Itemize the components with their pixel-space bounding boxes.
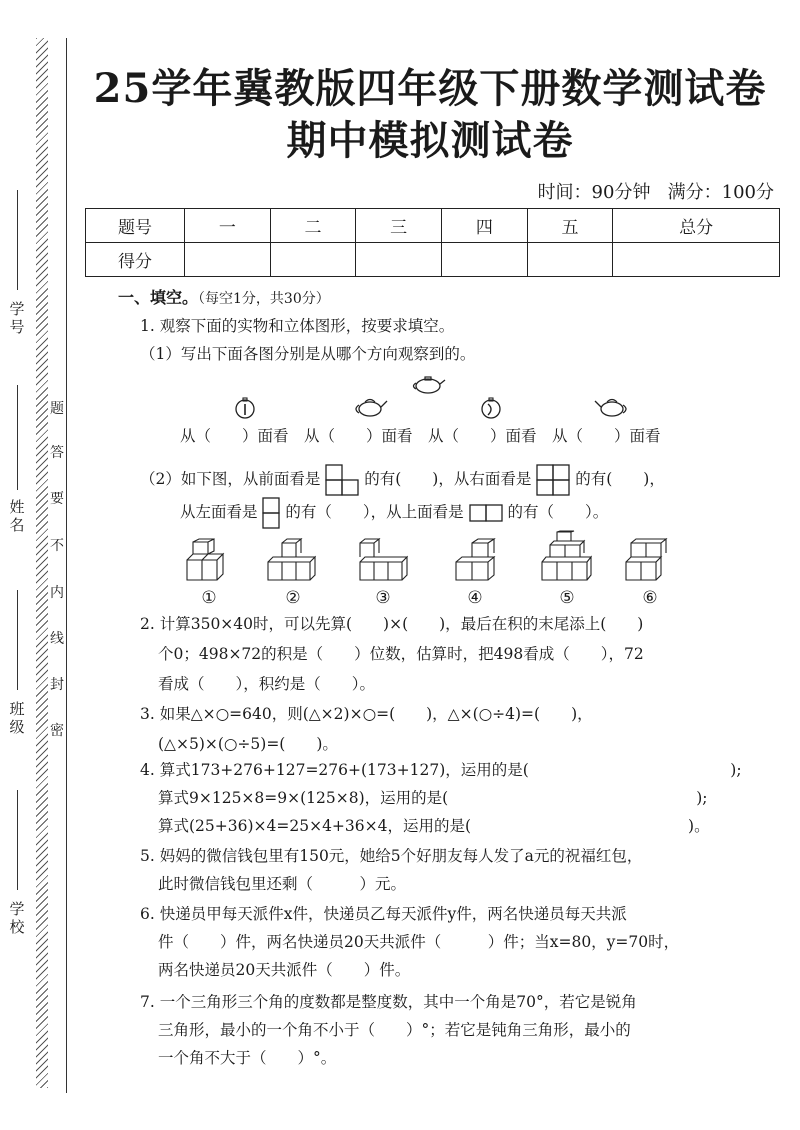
figure-label: ④: [467, 588, 483, 608]
figure-label: ②: [285, 588, 301, 608]
question-3-line1[interactable]: 3. 如果△×○=640，则(△×2)×○=( )，△×(○÷4)=( )，: [140, 705, 593, 723]
top-view-shape-icon: [469, 504, 503, 522]
question-5-line2[interactable]: 此时微信钱包里还剩（ ）元。: [158, 875, 407, 893]
section-note: （每空1分，共30分）: [198, 291, 330, 307]
score-header-cell: 五: [527, 209, 613, 243]
front-view-shape-icon: [325, 464, 359, 496]
score-input-cell[interactable]: [270, 243, 356, 277]
score-input-cell[interactable]: [185, 243, 271, 277]
figure-label: ⑥: [642, 588, 658, 608]
label-school: 学校: [9, 900, 25, 936]
name-line: [17, 385, 18, 490]
question-6-line3[interactable]: 两名快递员20天共派件（ ）件。: [158, 961, 411, 979]
score-input-cell[interactable]: [442, 243, 528, 277]
score-header-cell: 题号: [86, 209, 185, 243]
question-1-1-blanks[interactable]: 从（ ）面看 从（ ）面看 从（ ）面看 从（ ）面看: [180, 427, 661, 445]
binding-line: [66, 38, 67, 1093]
question-1-2-text[interactable]: 的有( )，从右面看是: [364, 470, 532, 488]
exam-full-score: 满分：100分: [667, 182, 774, 203]
score-table: [85, 208, 780, 277]
question-1: 1. 观察下面的实物和立体图形，按要求填空。: [140, 317, 455, 335]
figure-label: ⑤: [559, 588, 575, 608]
question-6-line1: 6. 快递员甲每天派件x件，快递员乙每天派件y件，两名快递员每天共派: [140, 905, 627, 923]
seal-char: 要: [50, 491, 64, 507]
question-2-line2[interactable]: 个0；498×72的积是（ ）位数，估算时，把498看成（ ），72: [158, 645, 644, 663]
seal-char: 答: [50, 445, 64, 461]
seal-char: 密: [50, 723, 64, 739]
question-4-line3[interactable]: 算式(25+36)×4=25×4+36×4，运用的是( )。: [158, 817, 710, 835]
question-6-line2[interactable]: 件（ ）件，两名快递员20天共派件（ ）件；当x=80，y=70时，: [158, 933, 680, 951]
seal-char: 封: [50, 677, 64, 693]
score-header-cell: 四: [442, 209, 528, 243]
school-line: [17, 790, 18, 890]
seal-char: 不: [50, 538, 64, 554]
left-view-shape-icon: [262, 497, 280, 529]
seal-char: 内: [50, 585, 64, 601]
question-2-line3[interactable]: 看成（ ），积约是（ ）。: [158, 675, 376, 693]
score-input-cell[interactable]: [527, 243, 613, 277]
question-1-2-line1: [140, 464, 665, 496]
question-1-2-text[interactable]: 的有( )，: [575, 470, 665, 488]
question-1-2-text: （2）如下图，从前面看是: [140, 470, 321, 488]
score-header-cell: 一: [185, 209, 271, 243]
question-1-2-text: 从左面看是: [180, 503, 258, 521]
question-1-2-text[interactable]: 的有（ ），从上面看是: [285, 503, 464, 521]
teapot-back-icon: [478, 396, 504, 420]
question-1-2-text[interactable]: 的有（ ）。: [507, 503, 609, 521]
exam-time: 时间：90分钟: [537, 182, 651, 203]
score-header-cell: 二: [270, 209, 356, 243]
question-4-line2[interactable]: 算式9×125×8=9×(125×8)，运用的是( );: [158, 789, 708, 807]
cube-figure-icon: [185, 538, 235, 582]
section-title: 一、填空。: [118, 288, 199, 307]
figure-label: ③: [375, 588, 391, 608]
question-5-line1: 5. 妈妈的微信钱包里有150元，她给5个好朋友每人发了a元的祝福红包，: [140, 847, 643, 865]
question-2-line1[interactable]: 2. 计算350×40时，可以先算( )×( )，最后在积的末尾添上( ): [140, 615, 644, 633]
cube-figure-icon: [266, 538, 316, 582]
score-row-label: 得分: [86, 243, 185, 277]
teapot-side-icon: [352, 394, 388, 418]
cube-figure-icon: [450, 538, 500, 582]
score-header-cell: 三: [356, 209, 442, 243]
score-input-cell[interactable]: [356, 243, 442, 277]
question-1-1: （1）写出下面各图分别是从哪个方向观察到的。: [140, 345, 476, 363]
question-7-line3[interactable]: 一个角不大于（ ）°。: [158, 1049, 337, 1067]
label-student-id: 学号: [9, 300, 25, 336]
teapot-top-icon: [410, 372, 446, 396]
teapot-front-icon: [232, 396, 258, 420]
label-name: 姓名: [9, 498, 25, 534]
section-heading: [118, 288, 330, 309]
right-view-shape-icon: [536, 464, 570, 496]
cube-figure-icon: [624, 538, 674, 582]
question-4-line1[interactable]: 4. 算式173+276+127=276+(173+127)，运用的是( );: [140, 761, 742, 779]
student-id-line: [17, 190, 18, 290]
question-1-2-line2: [180, 497, 608, 529]
seal-char: 题: [50, 401, 64, 417]
exam-title: 25学年冀教版四年级下册数学测试卷: [93, 65, 767, 112]
binding-hatch: [36, 38, 48, 1088]
question-3-line2[interactable]: (△×5)×(○÷5)=( )。: [158, 735, 338, 753]
score-header-cell: 总分: [613, 209, 780, 243]
exam-subtitle: 期中模拟测试卷: [286, 117, 574, 164]
cube-figure-icon: [540, 530, 592, 582]
score-table-header-row: [86, 209, 780, 243]
question-7-line1: 7. 一个三角形三个角的度数都是整度数，其中一个角是70°，若它是锐角: [140, 993, 637, 1011]
teapot-side-icon: [594, 394, 630, 418]
question-7-line2[interactable]: 三角形，最小的一个角不小于（ ）°；若它是钝角三角形，最小的: [158, 1021, 631, 1039]
score-table-score-row: [86, 243, 780, 277]
score-input-cell[interactable]: [613, 243, 780, 277]
figure-label: ①: [201, 588, 217, 608]
class-line: [17, 590, 18, 690]
label-class: 班级: [9, 700, 25, 736]
cube-figure-icon: [358, 538, 408, 582]
exam-meta: [538, 178, 774, 204]
seal-char: 线: [50, 631, 64, 647]
